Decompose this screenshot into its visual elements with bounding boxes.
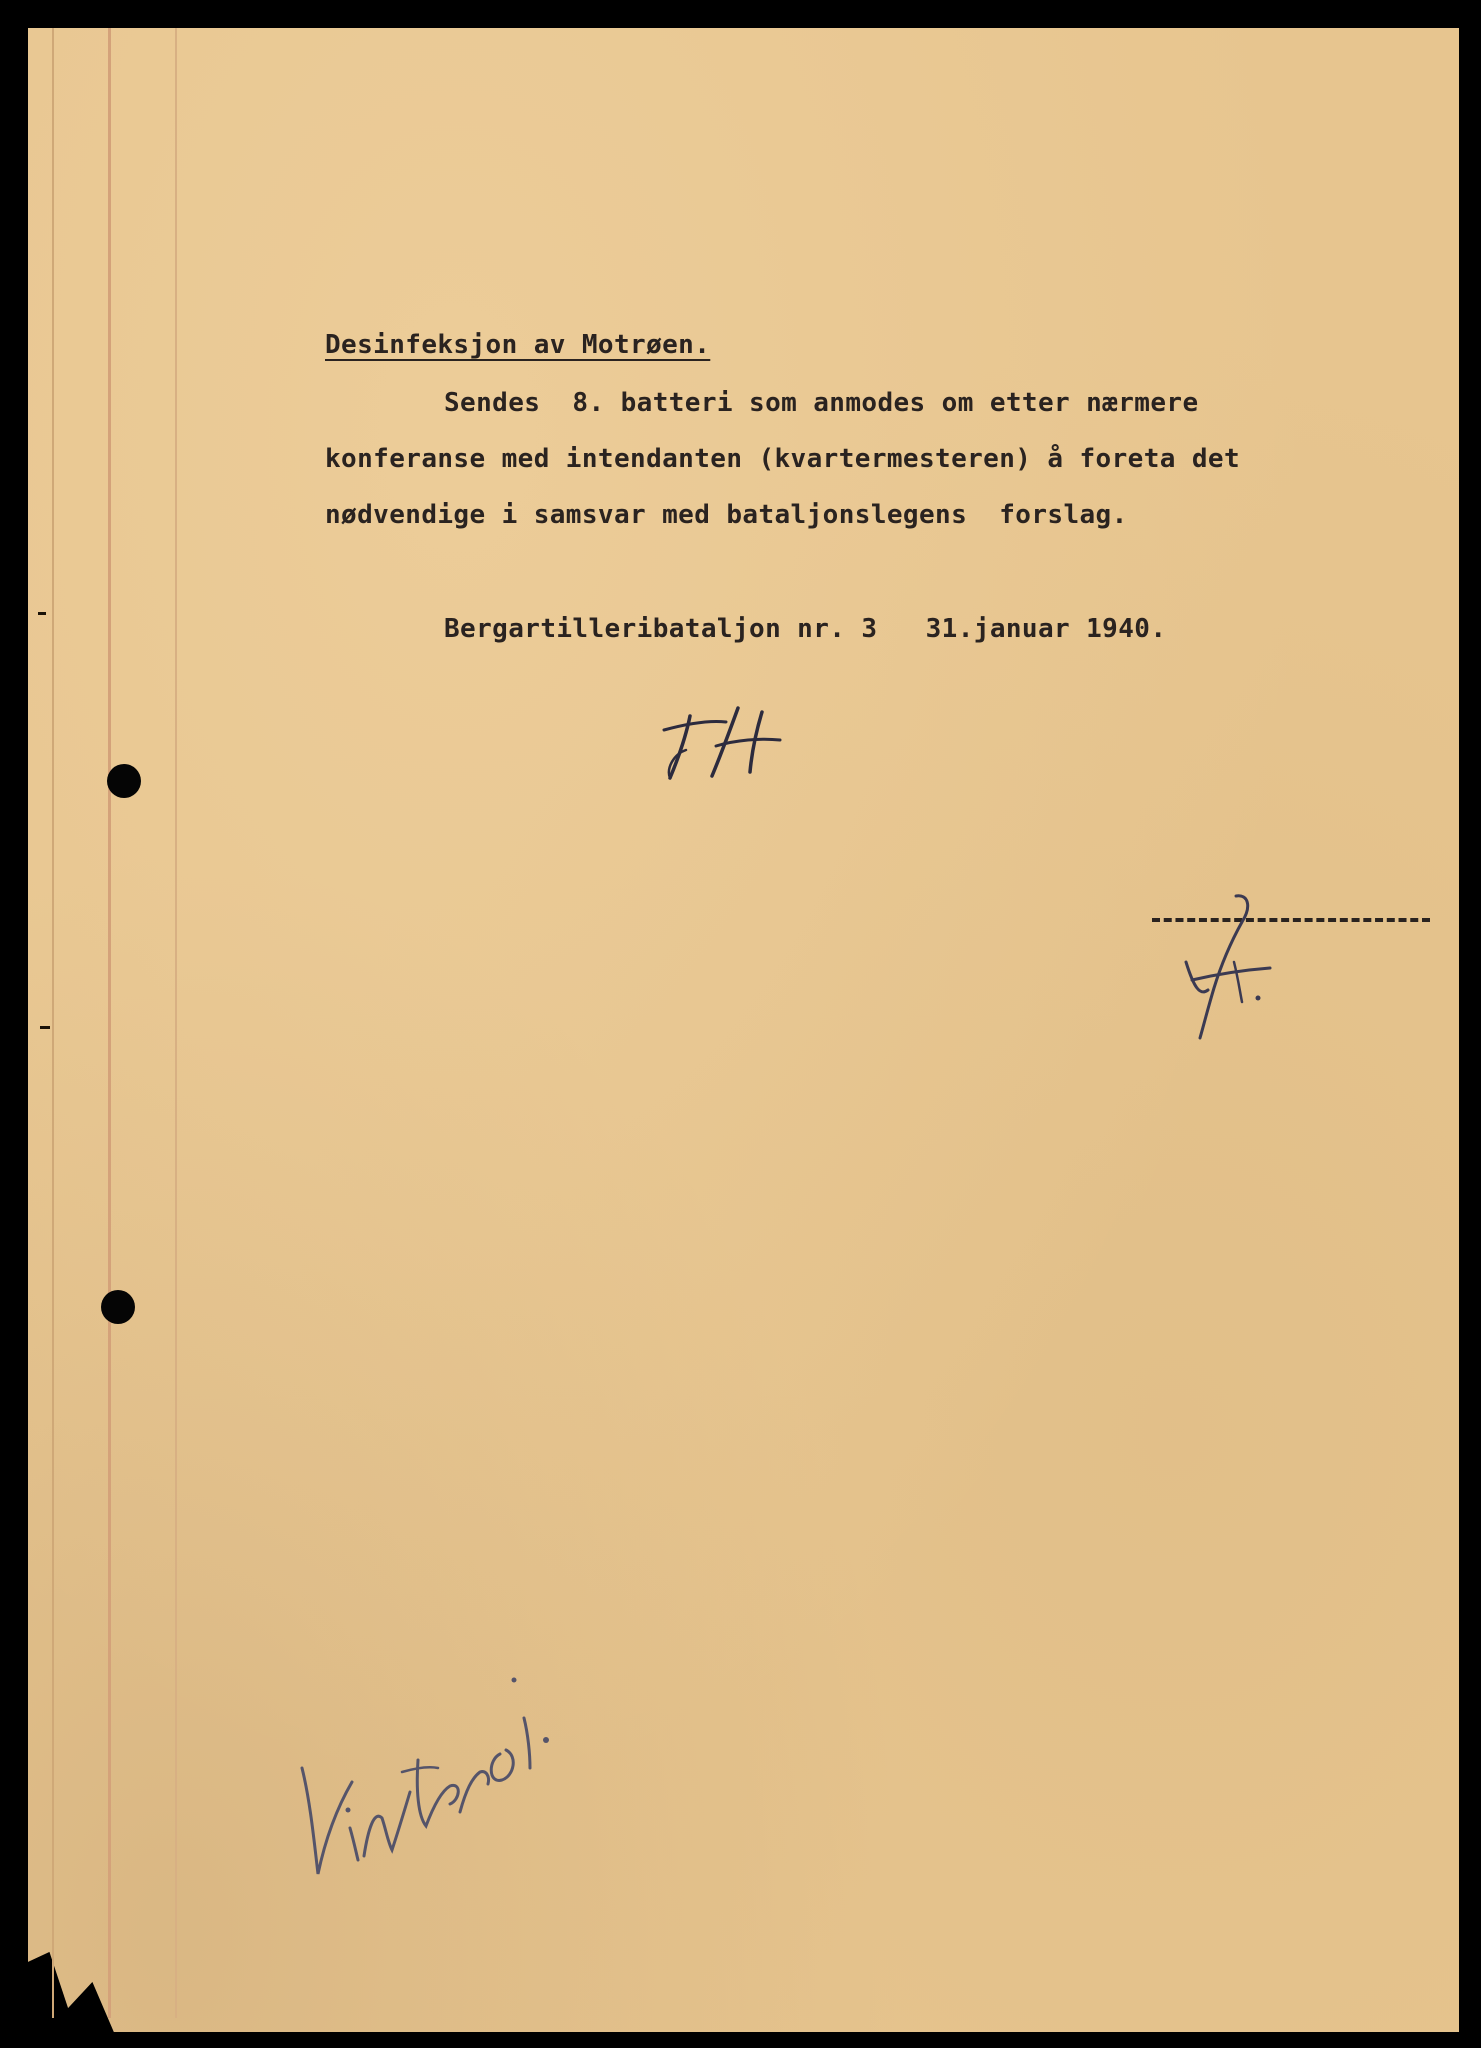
punch-hole — [101, 1290, 135, 1324]
punch-hole — [107, 764, 141, 798]
handwritten-note — [300, 1660, 580, 1880]
signature-initials — [1178, 892, 1298, 1042]
fold-line — [52, 28, 54, 2018]
document-heading: Desinfeksjon av Motrøen. — [325, 330, 711, 360]
body-line: nødvendige i samsvar med bataljonslegens forslag. — [325, 500, 1128, 530]
signature-initials — [656, 702, 786, 786]
edge-mark — [38, 612, 46, 615]
fold-line — [175, 28, 177, 2018]
margin-line — [108, 28, 111, 2018]
body-line: Sendes 8. batteri som anmodes om etter nærmere — [444, 388, 1199, 418]
sender-and-date: Bergartilleribataljon nr. 3 31.januar 1940. — [444, 614, 1167, 644]
edge-mark — [40, 1026, 50, 1029]
body-line: konferanse med intendanten (kvartermesteren) å foreta det — [325, 444, 1241, 474]
